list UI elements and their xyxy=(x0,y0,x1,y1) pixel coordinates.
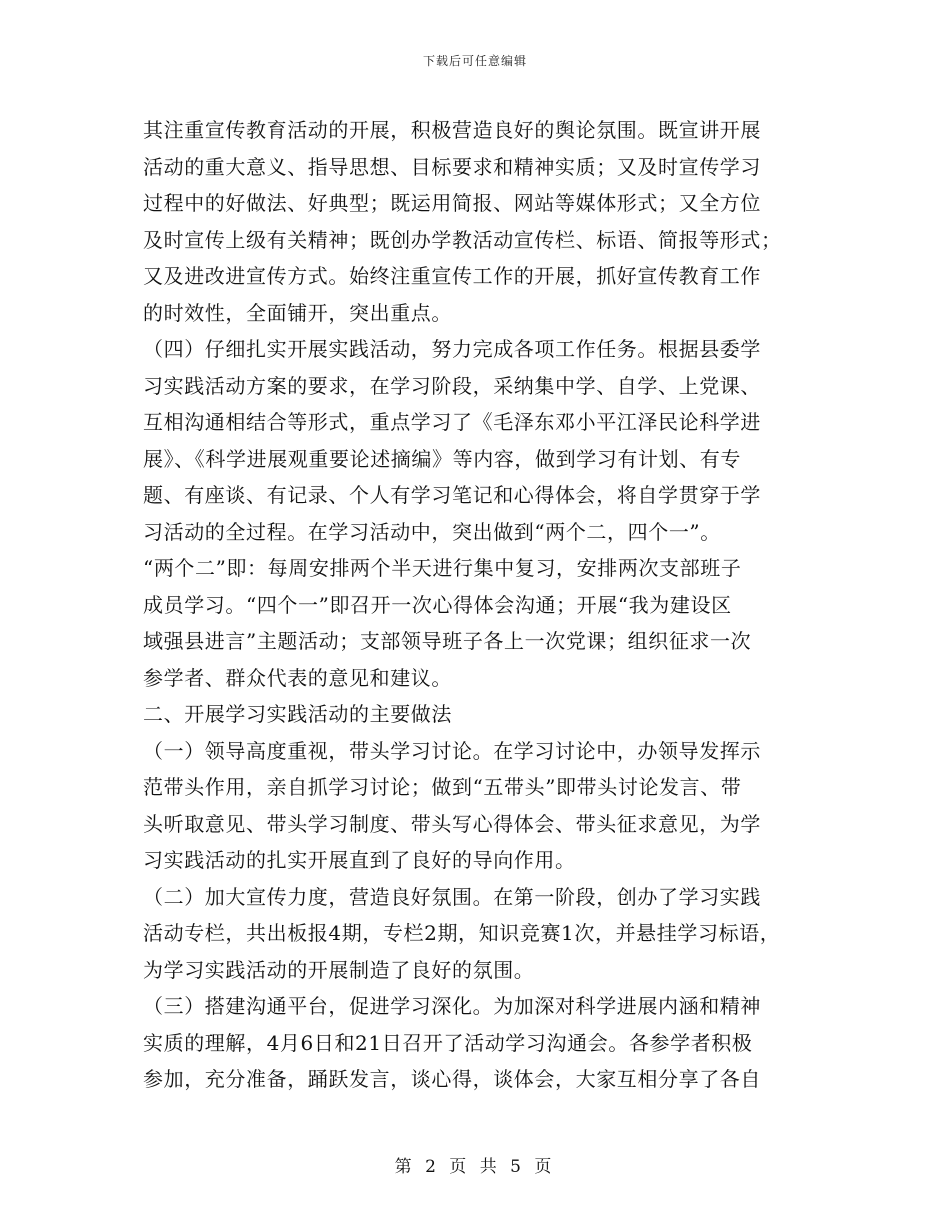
text-line: 过程中的好做法、好典型；既运用简报、网站等媒体形式；又全方位 xyxy=(143,191,761,215)
text-line: 互相沟通相结合等形式，重点学习了《毛泽东邓小平江泽民论科学进 xyxy=(143,410,761,434)
text-line: 参加，充分准备，踊跃发言，谈心得，谈体会，大家互相分享了各自 xyxy=(143,1067,761,1091)
text-line: 又及进改进宣传方式。始终注重宣传工作的开展，抓好宣传教育工作 xyxy=(143,264,761,288)
text-line: 活动专栏，共出板报4期，专栏2期，知识竞赛1次，并悬挂学习标语， xyxy=(143,921,781,945)
text-line: 实质的理解，4月6日和21日召开了活动学习沟通会。各参学者积极 xyxy=(143,1030,753,1055)
text-line: 习活动的全过程。在学习活动中，突出做到“两个二，四个一”。 xyxy=(143,519,721,544)
page-number: 第 2 页 共 5 页 xyxy=(394,1157,556,1177)
text-line: 为学习实践活动的开展制造了良好的氛围。 xyxy=(143,957,535,982)
text-line: 题、有座谈、有记录、个人有学习笔记和心得体会，将自学贯穿于学 xyxy=(143,483,761,507)
text-line: 的时效性，全面铺开，突出重点。 xyxy=(143,300,452,325)
text-line: 习实践活动的扎实开展直到了良好的导向作用。 xyxy=(143,848,576,872)
text-line: （二）加大宣传力度，营造良好氛围。在第一阶段，创办了学习实践 xyxy=(143,884,761,909)
page-header: 下载后可任意编辑 xyxy=(422,54,527,68)
text-line: 其注重宣传教育活动的开展，积极营造良好的舆论氛围。既宣讲开展 xyxy=(143,118,761,142)
text-line: 头听取意见、带头学习制度、带头写心得体会、带头征求意见，为学 xyxy=(143,811,761,836)
text-line: 范带头作用，亲自抓学习讨论；做到“五带头”即带头讨论发言、带 xyxy=(143,775,742,799)
text-line: （四）仔细扎实开展实践活动，努力完成各项工作任务。根据县委学 xyxy=(143,337,761,361)
text-line: 参学者、群众代表的意见和建议。 xyxy=(143,665,452,690)
text-line: 展》、《科学进展观重要论述摘编》等内容，做到学习有计划、有专 xyxy=(143,446,741,471)
text-line: （一）领导高度重视，带头学习讨论。在学习讨论中，办领导发挥示 xyxy=(143,738,761,763)
text-line: 域强县进言”主题活动；支部领导班子各上一次党课；组织征求一次 xyxy=(143,629,752,653)
text-line: 活动的重大意义、指导思想、目标要求和精神实质；又及时宣传学习 xyxy=(143,154,761,179)
document-body xyxy=(143,112,813,1098)
section-heading: 二、开展学习实践活动的主要做法 xyxy=(143,702,452,726)
text-line: 及时宣传上级有关精神；既创办学教活动宣传栏、标语、简报等形式； xyxy=(143,227,782,252)
text-line: “两个二”即：每周安排两个半天进行集中复习，安排两次支部班子 xyxy=(143,556,742,580)
text-line: 成员学习。“四个一”即召开一次心得体会沟通；开展“我为建设区 xyxy=(143,592,732,617)
text-line: （三）搭建沟通平台，促进学习深化。为加深对科学进展内涵和精神 xyxy=(143,994,761,1018)
text-line: 习实践活动方案的要求，在学习阶段，采纳集中学、自学、上党课、 xyxy=(143,373,761,398)
